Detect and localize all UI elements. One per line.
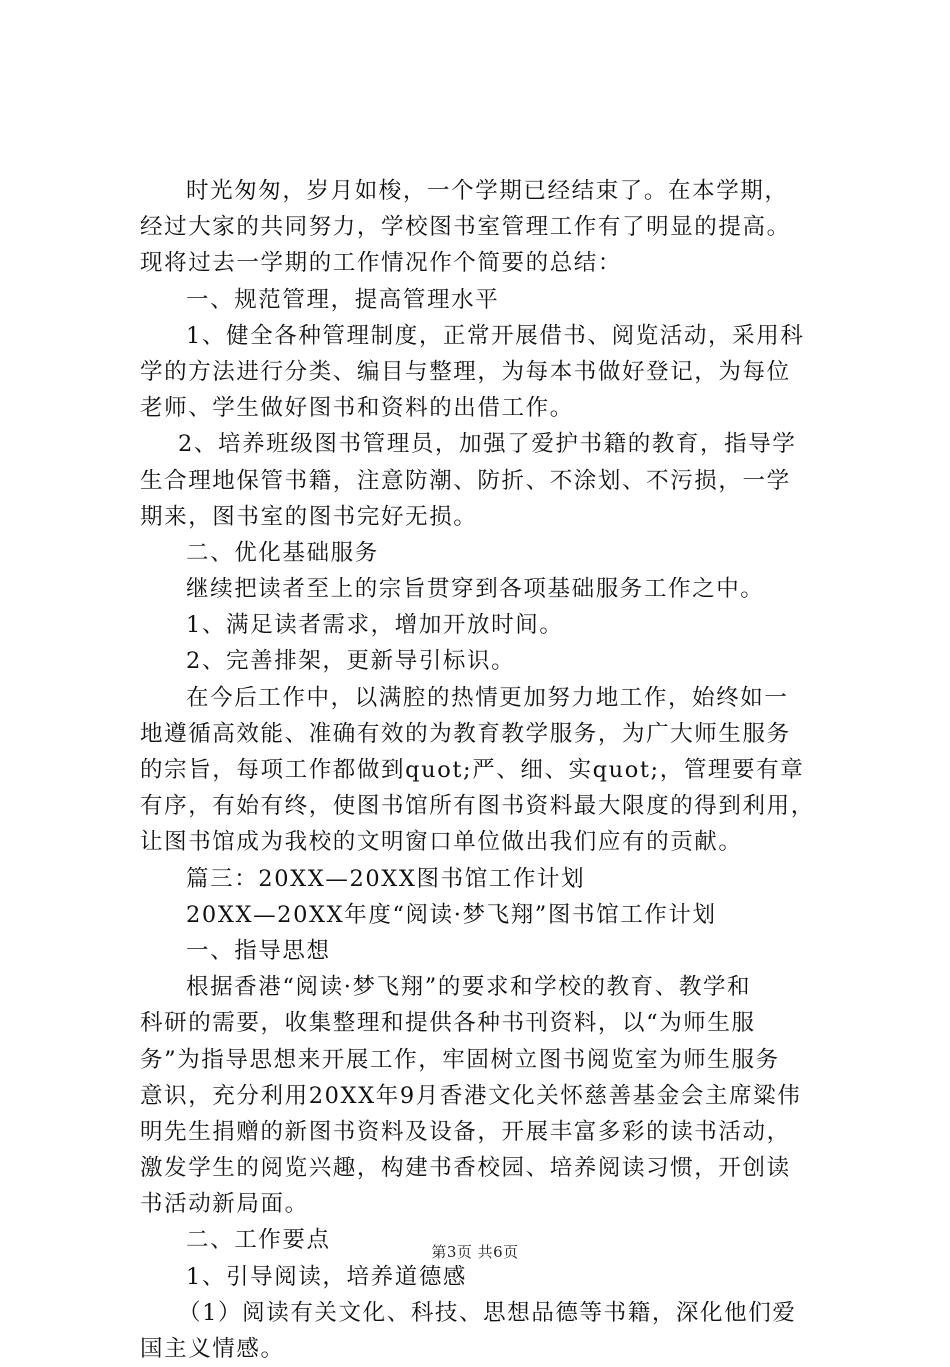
- text-line: 二、工作要点: [186, 1227, 331, 1254]
- text-line: 二、优化基础服务: [186, 539, 379, 566]
- text-line: 2、完善排架，更新导引标识。: [186, 648, 516, 675]
- text-line: 激发学生的阅览兴趣，构建书香校园、培养阅读习惯，开创读: [140, 1155, 791, 1182]
- text-line: 明先生捐赠的新图书资料及设备，开展丰富多彩的读书活动，: [140, 1118, 791, 1145]
- text-line: 在今后工作中，以满腔的热情更加努力地工作，始终如一: [186, 684, 789, 711]
- text-line: 地遵循高效能、准确有效的为教育教学服务，为广大师生服务: [140, 720, 791, 747]
- text-line: 20XX—20XX年度“阅读·梦飞翔”图书馆工作计划: [186, 901, 717, 928]
- document-body: [140, 173, 830, 1367]
- text-line: 篇三：20XX—20XX图书馆工作计划: [186, 865, 586, 892]
- text-line: 时光匆匆，岁月如梭，一个学期已经结束了。在本学期，: [186, 178, 789, 204]
- page-footer: 第3页 共6页: [431, 1243, 519, 1261]
- text-line: 生合理地保管书籍，注意防潮、防折、不涂划、不污损，一学: [140, 467, 791, 494]
- text-line: 学的方法进行分类、编目与整理，为每本书做好登记，为每位: [140, 358, 791, 385]
- text-line: 国主义情感。: [140, 1336, 285, 1362]
- text-line: 一、指导思想: [186, 937, 331, 964]
- text-line: 意识，充分利用20XX年9月香港文化关怀慈善基金会主席粱伟: [140, 1082, 802, 1109]
- text-line: 书活动新局面。: [140, 1191, 309, 1218]
- text-line: 现将过去一学期的工作情况作个简要的总结：: [140, 250, 623, 277]
- text-line: 的宗旨，每项工作都做到quot;严、细、实quot;，管理要有章: [140, 757, 805, 783]
- text-line: 根据香港“阅读·梦飞翔”的要求和学校的教育、教学和: [186, 974, 752, 1001]
- text-line: 经过大家的共同努力，学校图书室管理工作有了明显的提高。: [140, 214, 791, 241]
- text-line: 1、引导阅读，培养道德感: [186, 1263, 468, 1290]
- text-line: 期来，图书室的图书完好无损。: [140, 503, 478, 530]
- text-line: 有序，有始有终，使图书馆所有图书资料最大限度的得到利用，: [140, 793, 815, 820]
- text-line: 老师、学生做好图书和资料的出借工作。: [140, 395, 574, 422]
- text-line: 继续把读者至上的宗旨贯穿到各项基础服务工作之中。: [186, 576, 765, 603]
- text-line: 1、健全各种管理制度，正常开展借书、阅览活动，采用科: [186, 322, 805, 349]
- text-line: 务”为指导思想来开展工作，牢固树立图书阅览室为师生服务: [140, 1046, 780, 1073]
- text-line: （1）阅读有关文化、科技、思想品德等书籍，深化他们爱: [178, 1299, 797, 1326]
- text-line: 1、满足读者需求，增加开放时间。: [186, 612, 564, 639]
- text-line: 让图书馆成为我校的文明窗口单位做出我们应有的贡献。: [140, 829, 743, 856]
- text-line: 一、规范管理，提高管理水平: [186, 286, 500, 313]
- text-line: 科研的需要，收集整理和提供各种书刊资料，以“为师生服: [140, 1010, 756, 1037]
- text-line: 2、培养班级图书管理员，加强了爱护书籍的教育，指导学: [178, 431, 797, 458]
